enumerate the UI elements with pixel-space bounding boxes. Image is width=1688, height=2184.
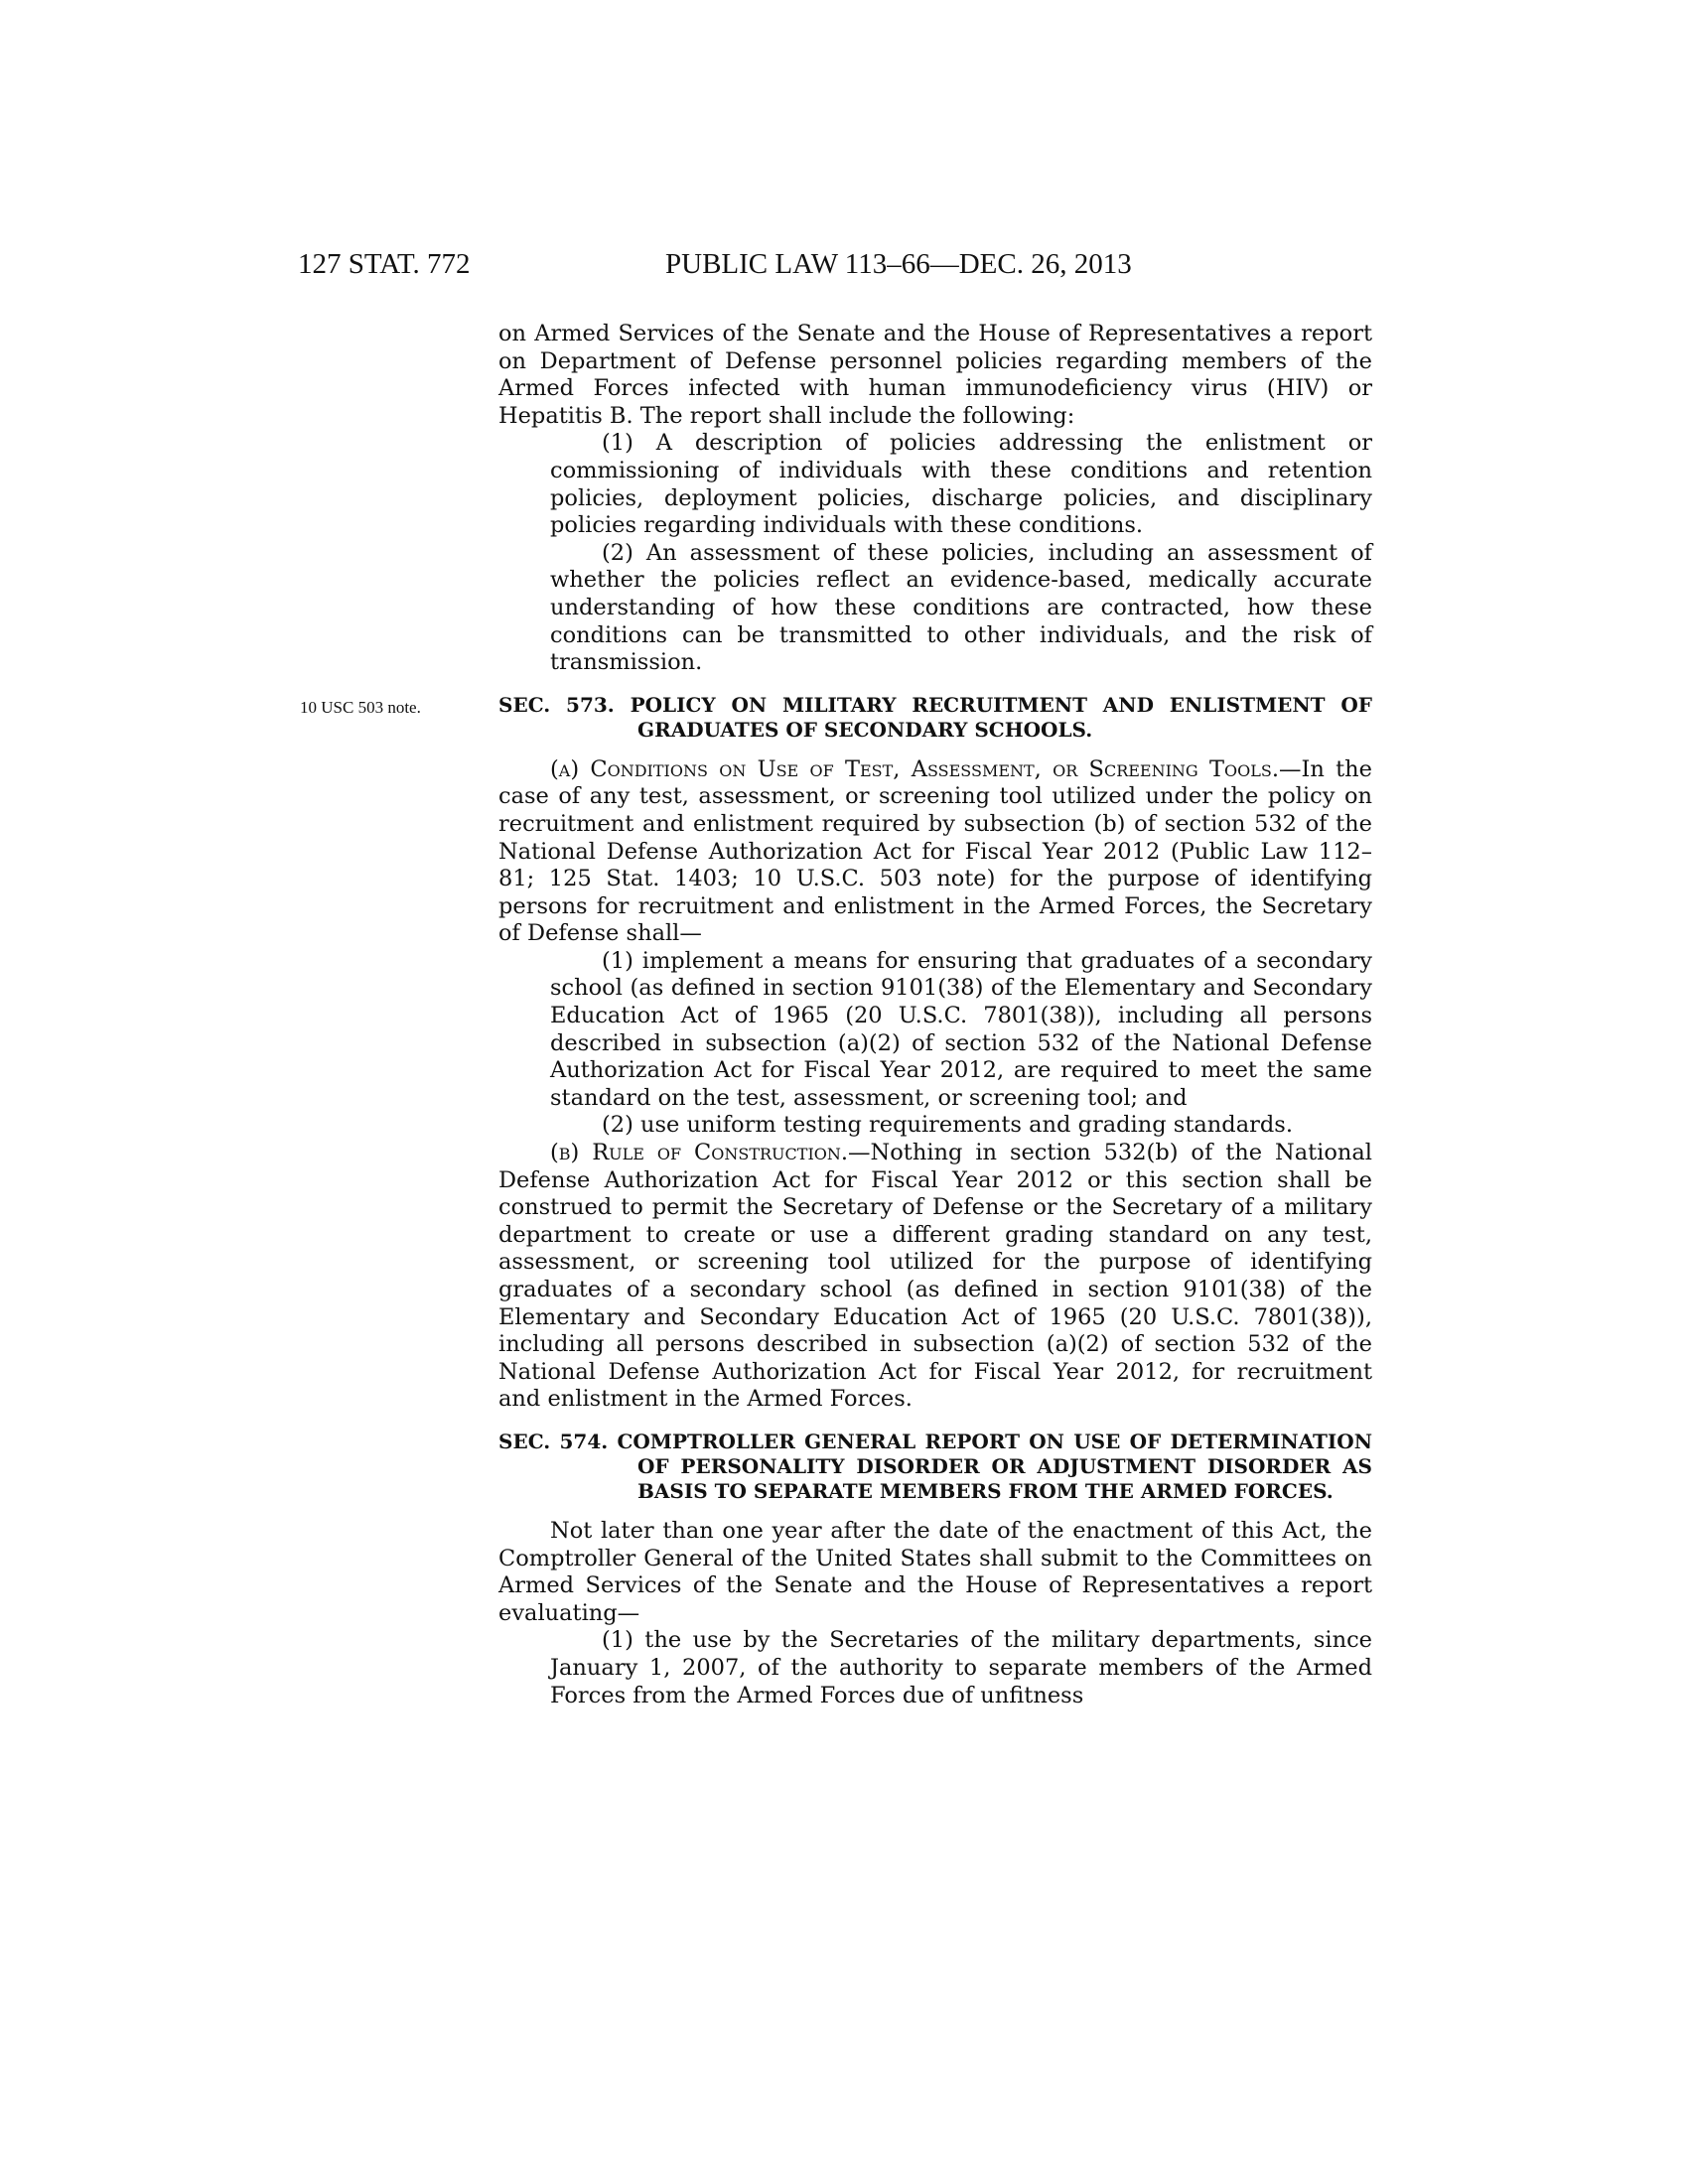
section-574-paragraph: Not later than one year after the date of the enactment of this Act, the Comptroller General of the United States shall submit to the Committees on Armed Services of the Senate and the House of Representatives a report evaluating— xyxy=(498,1517,1372,1626)
subsection-a-item-2: (2) use uniform testing requirements and grading standards. xyxy=(602,1112,1293,1139)
section-574-item-1: (1) the use by the Secretaries of the military departments, since January 1, 2007, of the authority to separate members of the Armed Forces from the Armed Forces due of unfitness xyxy=(550,1627,1372,1708)
intro-paragraph: on Armed Services of the Senate and the House of Representatives a report on Department of Defense personnel policies regarding members of the Armed Forces infected with human immunodeficiency virus (HIV) or Hepatitis B. The report shall include the following: xyxy=(498,321,1372,429)
section-574-heading-text: SEC. 574. COMPTROLLER GENERAL REPORT ON USE OF DETERMINATION OF PERSONALITY DISORDER OR ADJUSTMENT DISORDER AS BASIS TO SEPARATE MEMBERS FROM THE ARMED FORCES. xyxy=(498,1429,1372,1503)
body-text-column xyxy=(300,321,1372,1709)
subsection-b-paragraph xyxy=(498,1140,1372,1414)
section-574-heading xyxy=(498,1430,1372,1504)
running-header xyxy=(298,248,1370,288)
intro-item-1: (1) A description of policies addressing the enlistment or commissioning of individuals with these conditions and retention policies, deployment policies, discharge policies, and disciplinary policies regarding individuals with these conditions. xyxy=(550,430,1372,539)
public-law-title: PUBLIC LAW 113–66—DEC. 26, 2013 xyxy=(665,248,1132,280)
section-573-heading-text: SEC. 573. POLICY ON MILITARY RECRUITMENT AND ENLISTMENT OF GRADUATES OF SECONDARY SCHOOLS. xyxy=(498,692,1372,742)
subsection-a-heading: (a) Conditions on Use of Test, Assessment, or Screening Tools. xyxy=(550,755,1279,782)
margin-note-citation: 10 USC 503 note. xyxy=(300,697,421,717)
section-573-heading xyxy=(300,692,1372,743)
subsection-a-item-1: (1) implement a means for ensuring that graduates of a secondary school (as defined in section 9101(38) of the Elementary and Secondary Education Act of 1965 (20 U.S.C. 7801(38)), including all persons described in subsection (a)(2) of section 532 of the National Defense Authorization Act for Fiscal Year 2012, are required to meet the same standard on the test, assessment, or screening tool; and xyxy=(550,947,1372,1111)
subsection-b-heading: (b) Rule of Construction. xyxy=(550,1140,849,1166)
subsection-a-text: —In the case of any test, assessment, or screening tool utilized under the policy on recruitment and enlistment required by subsection (b) of section 532 of the National Defense Authorization Act for Fiscal Year 2012 (Public Law 112–81; 125 Stat. 1403; 10 U.S.C. 503 note) for the purpose of identifying persons for recruitment and enlistment in the Armed Forces, the Secretary of Defense shall— xyxy=(498,755,1372,947)
stat-citation: 127 STAT. 772 xyxy=(298,248,471,280)
intro-item-2: (2) An assessment of these policies, including an assessment of whether the policies reflect an evidence-based, medically accurate understanding of how these conditions are contracted, how these conditions can be transmitted to other individuals, and the risk of transmission. xyxy=(550,539,1372,676)
subsection-a-paragraph xyxy=(498,756,1372,948)
subsection-b-text: —Nothing in section 532(b) of the National Defense Authorization Act for Fiscal Year 2012 or this section shall be construed to permit the Secretary of Defense or the Secretary of a military department to create or use a different grading standard on any test, assessment, or screening tool utilized for the purpose of identifying graduates of a secondary school (as defined in section 9101(38) of the Elementary and Secondary Education Act of 1965 (20 U.S.C. 7801(38)), including all persons described in subsection (a)(2) of section 532 of the National Defense Authorization Act for Fiscal Year 2012, for recruitment and enlistment in the Armed Forces. xyxy=(498,1140,1372,1413)
